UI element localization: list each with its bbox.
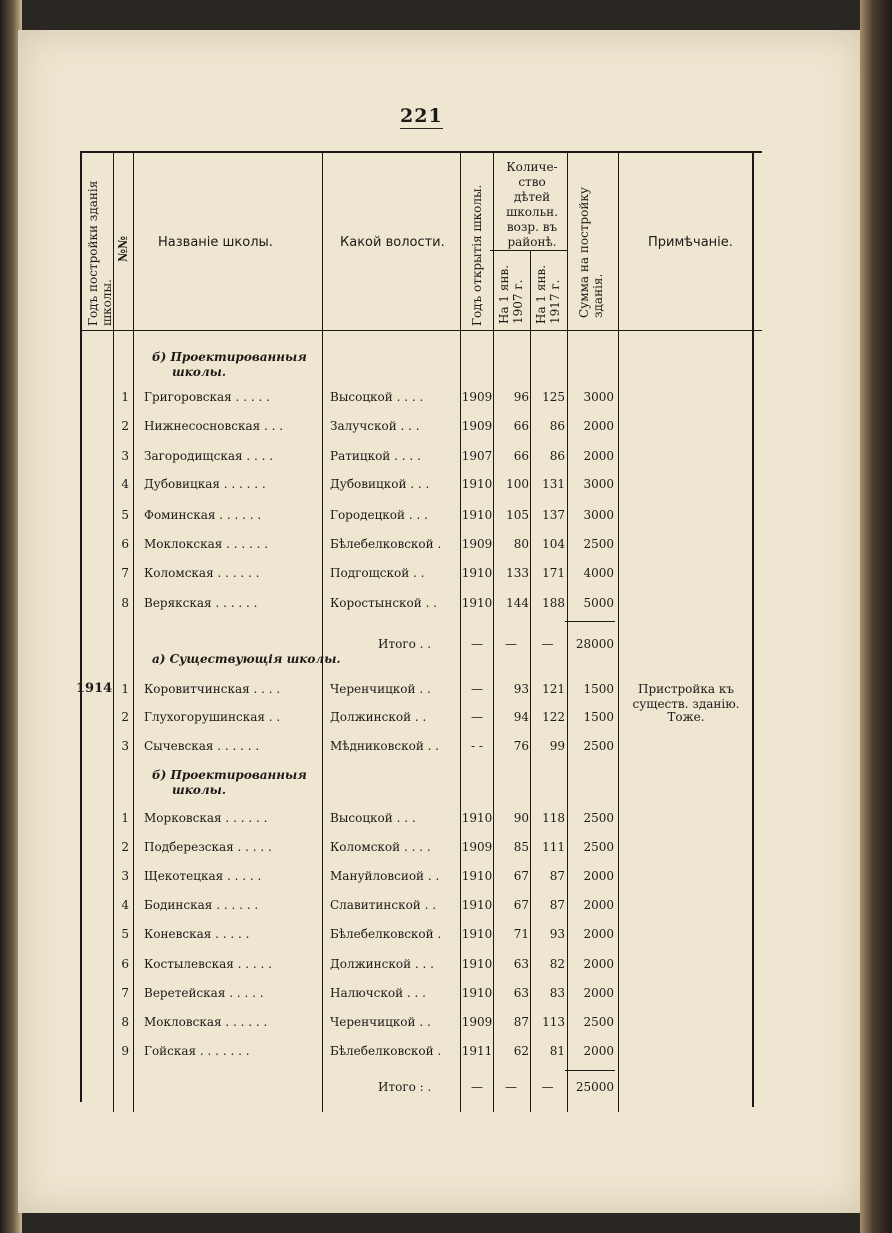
header-note: Примѣчаніе.	[648, 235, 733, 250]
total-c1907: —	[505, 637, 517, 651]
header-year-opened: Годъ открытія школы.	[470, 184, 484, 326]
cell-c1917: 121	[542, 682, 565, 696]
cell-c1917: 86	[549, 449, 565, 463]
cell-name: Нижнесосновская . . .	[144, 419, 284, 433]
cell-c1917: 137	[542, 508, 565, 522]
row-note: Тоже.	[667, 710, 705, 724]
cell-sum: 2500	[583, 811, 614, 825]
page-number: 221	[400, 105, 443, 127]
cell-c1907: 87	[513, 1015, 529, 1029]
header-c1917: На 1 янв. 1917 г.	[534, 264, 562, 324]
cell-volost: Мануйловсиой . .	[330, 869, 440, 883]
section-title: б) Проектированныя	[152, 768, 307, 782]
cell-n: 3	[121, 449, 129, 463]
cell-sum: 5000	[583, 596, 614, 610]
cell-c1907: 133	[506, 566, 529, 580]
cell-name: Глухогорушинская . .	[144, 710, 281, 724]
cell-volost: Подгощской . .	[330, 566, 425, 580]
section-title: а) Существующія школы.	[152, 652, 341, 666]
cell-c1917: 99	[549, 739, 565, 753]
cell-name: Загородищская . . . .	[144, 449, 274, 463]
cell-opened: 1907	[461, 449, 493, 463]
cell-opened: 1910	[461, 986, 493, 1000]
book-edge	[860, 0, 892, 1233]
cell-sum: 3000	[583, 390, 614, 404]
cell-c1907: 85	[513, 840, 529, 854]
cell-sum: 2500	[583, 537, 614, 551]
header-bottom-rule	[80, 330, 762, 331]
cell-sum: 2000	[583, 957, 614, 971]
cell-opened: 1910	[461, 566, 493, 580]
cell-c1907: 94	[513, 710, 529, 724]
cell-name: Бодинская . . . . . .	[144, 898, 259, 912]
cell-name: Григоровская . . . . .	[144, 390, 270, 404]
cell-sum: 3000	[583, 477, 614, 491]
cell-c1917: 122	[542, 710, 565, 724]
cell-c1907: 144	[506, 596, 529, 610]
cell-n: 2	[121, 840, 129, 854]
cell-c1917: 87	[549, 869, 565, 883]
cell-volost: Налючской . . .	[330, 986, 426, 1000]
cell-opened: - -	[471, 739, 483, 753]
cell-opened: 1910	[461, 898, 493, 912]
col-rule-volost	[322, 152, 323, 1112]
header-sum: Сумма на постройку зданія.	[577, 187, 605, 318]
cell-c1917: 188	[542, 596, 565, 610]
header-volost: Какой волости.	[340, 235, 445, 250]
table-top-rule	[80, 151, 762, 153]
header-children	[495, 160, 569, 250]
total-opened: —	[471, 1080, 483, 1094]
cell-n: 3	[121, 739, 129, 753]
cell-volost: Бѣлебелковской .	[330, 537, 442, 551]
cell-sum: 2500	[583, 840, 614, 854]
cell-n: 7	[121, 566, 129, 580]
cell-n: 6	[121, 957, 129, 971]
cell-volost: Городецкой . . .	[330, 508, 428, 522]
total-label: Итого : .	[378, 1080, 432, 1094]
cell-c1907: 90	[513, 811, 529, 825]
cell-name: Коровитчинская . . . .	[144, 682, 281, 696]
cell-opened: 1910	[461, 508, 493, 522]
cell-c1917: 93	[549, 927, 565, 941]
cell-opened: 1909	[461, 419, 493, 433]
cell-c1907: 93	[513, 682, 529, 696]
cell-name: Коневская . . . . .	[144, 927, 250, 941]
cell-volost: Черенчицкой . .	[330, 1015, 431, 1029]
total-c1907: —	[505, 1080, 517, 1094]
cell-n: 1	[121, 682, 129, 696]
cell-c1917: 131	[542, 477, 565, 491]
cell-volost: Высоцкой . . . .	[330, 390, 424, 404]
section-title: школы.	[172, 783, 226, 797]
cell-opened: 1910	[461, 477, 493, 491]
cell-n: 9	[121, 1044, 129, 1058]
cell-volost: Высоцкой . . .	[330, 811, 416, 825]
cell-opened: 1909	[461, 1015, 493, 1029]
cell-volost: Ратицкой . . . .	[330, 449, 421, 463]
header-children-line: возр. въ	[506, 220, 558, 234]
cell-name: Веретейская . . . . .	[144, 986, 264, 1000]
total-rule-1	[565, 621, 615, 622]
cell-c1917: 87	[549, 898, 565, 912]
header-no: №№	[116, 235, 130, 262]
row-note: существ. зданію.	[632, 697, 740, 711]
cell-name: Подберезская . . . . .	[144, 840, 272, 854]
cell-name: Верякская . . . . . .	[144, 596, 258, 610]
cell-name: Сычевская . . . . . .	[144, 739, 260, 753]
cell-volost: Должинской . . .	[330, 957, 434, 971]
cell-sum: 1500	[583, 682, 614, 696]
total-label: Итого . .	[378, 637, 432, 651]
total-sum: 28000	[575, 637, 614, 651]
col-rule-c1917	[530, 250, 531, 1112]
col-rule-right	[752, 152, 754, 1107]
cell-opened: 1910	[461, 927, 493, 941]
cell-n: 4	[121, 477, 129, 491]
cell-volost: Коростынской . .	[330, 596, 438, 610]
cell-volost: Славитинской . .	[330, 898, 437, 912]
cell-n: 4	[121, 898, 129, 912]
cell-n: 6	[121, 537, 129, 551]
cell-volost: Должинской . .	[330, 710, 427, 724]
cell-name: Щекотецкая . . . . .	[144, 869, 262, 883]
cell-c1907: 63	[513, 986, 529, 1000]
cell-volost: Мѣдниковской . .	[330, 739, 440, 753]
cell-n: 2	[121, 710, 129, 724]
cell-opened: —	[471, 682, 483, 696]
cell-opened: 1909	[461, 840, 493, 854]
cell-n: 3	[121, 869, 129, 883]
cell-volost: Дубовицкой . . .	[330, 477, 430, 491]
cell-c1917: 125	[542, 390, 565, 404]
cell-name: Фоминская . . . . . .	[144, 508, 262, 522]
header-name: Названіе школы.	[158, 235, 273, 250]
cell-volost: Бѣлебелковской .	[330, 927, 442, 941]
cell-c1917: 104	[542, 537, 565, 551]
cell-c1907: 66	[513, 419, 529, 433]
cell-name: Морковская . . . . . .	[144, 811, 268, 825]
cell-n: 1	[121, 390, 129, 404]
cell-name: Моклокская . . . . . .	[144, 537, 269, 551]
cell-opened: 1910	[461, 957, 493, 971]
cell-n: 5	[121, 508, 129, 522]
cell-c1917: 113	[542, 1015, 565, 1029]
cell-c1917: 171	[542, 566, 565, 580]
col-rule-year	[80, 152, 82, 1102]
col-rule-note	[618, 152, 619, 1112]
total-sum: 25000	[575, 1080, 614, 1094]
cell-sum: 2000	[583, 419, 614, 433]
cell-c1917: 81	[549, 1044, 565, 1058]
header-year-built: Годъ постройки зданія школы.	[86, 180, 114, 326]
cell-c1907: 100	[506, 477, 529, 491]
cell-opened: 1909	[461, 537, 493, 551]
cell-volost: Бѣлебелковской .	[330, 1044, 442, 1058]
cell-c1917: 82	[549, 957, 565, 971]
cell-n: 8	[121, 596, 129, 610]
cell-volost: Черенчицкой . .	[330, 682, 431, 696]
cell-sum: 2000	[583, 986, 614, 1000]
book-page	[18, 30, 864, 1213]
cell-c1907: 76	[513, 739, 529, 753]
cell-opened: 1910	[461, 811, 493, 825]
cell-volost: Коломской . . . .	[330, 840, 431, 854]
cell-n: 5	[121, 927, 129, 941]
cell-c1907: 80	[513, 537, 529, 551]
cell-sum: 2500	[583, 1015, 614, 1029]
header-children-line: Количе-	[506, 160, 558, 174]
cell-c1907: 67	[513, 898, 529, 912]
cell-c1907: 66	[513, 449, 529, 463]
cell-sum: 2000	[583, 869, 614, 883]
cell-opened: 1911	[461, 1044, 493, 1058]
header-children-line: школьн.	[506, 205, 558, 219]
year-label: 1914	[76, 681, 113, 696]
cell-name: Дубовицкая . . . . . .	[144, 477, 266, 491]
total-c1917: —	[541, 637, 554, 651]
header-children-line: дѣтей	[513, 190, 551, 204]
cell-opened: 1910	[461, 596, 493, 610]
cell-sum: 1500	[583, 710, 614, 724]
cell-c1917: 83	[549, 986, 565, 1000]
cell-sum: 2000	[583, 1044, 614, 1058]
cell-name: Гойская . . . . . . .	[144, 1044, 250, 1058]
header-c1907: На 1 янв. 1907 г.	[497, 264, 525, 324]
cell-n: 2	[121, 419, 129, 433]
total-c1917: —	[541, 1080, 554, 1094]
cell-sum: 2000	[583, 449, 614, 463]
cell-volost: Залучской . . .	[330, 419, 420, 433]
cell-opened: 1909	[461, 390, 493, 404]
row-note: Пристройка къ	[637, 682, 734, 696]
cell-sum: 3000	[583, 508, 614, 522]
cell-n: 8	[121, 1015, 129, 1029]
children-subheader-rule	[490, 250, 568, 251]
header-children-line: ство	[518, 175, 546, 189]
cell-sum: 2000	[583, 927, 614, 941]
cell-c1907: 67	[513, 869, 529, 883]
cell-name: Костылевская . . . . .	[144, 957, 272, 971]
cell-c1917: 86	[549, 419, 565, 433]
cell-c1907: 71	[513, 927, 529, 941]
cell-name: Коломская . . . . . .	[144, 566, 260, 580]
cell-opened: —	[471, 710, 483, 724]
col-rule-name	[133, 152, 134, 1112]
section-title: школы.	[172, 365, 226, 379]
cell-n: 1	[121, 811, 129, 825]
total-opened: —	[471, 637, 483, 651]
section-title: б) Проектированныя	[152, 350, 307, 364]
cell-n: 7	[121, 986, 129, 1000]
cell-c1917: 111	[542, 840, 565, 854]
cell-c1907: 105	[506, 508, 529, 522]
cell-sum: 2000	[583, 898, 614, 912]
cell-name: Мокловская . . . . . .	[144, 1015, 268, 1029]
total-rule-2	[565, 1070, 615, 1071]
cell-sum: 2500	[583, 739, 614, 753]
header-children-line: районѣ.	[507, 235, 557, 249]
cell-c1907: 62	[513, 1044, 529, 1058]
cell-sum: 4000	[583, 566, 614, 580]
cell-c1907: 63	[513, 957, 529, 971]
cell-opened: 1910	[461, 869, 493, 883]
cell-c1917: 118	[542, 811, 565, 825]
cell-c1907: 96	[513, 390, 529, 404]
